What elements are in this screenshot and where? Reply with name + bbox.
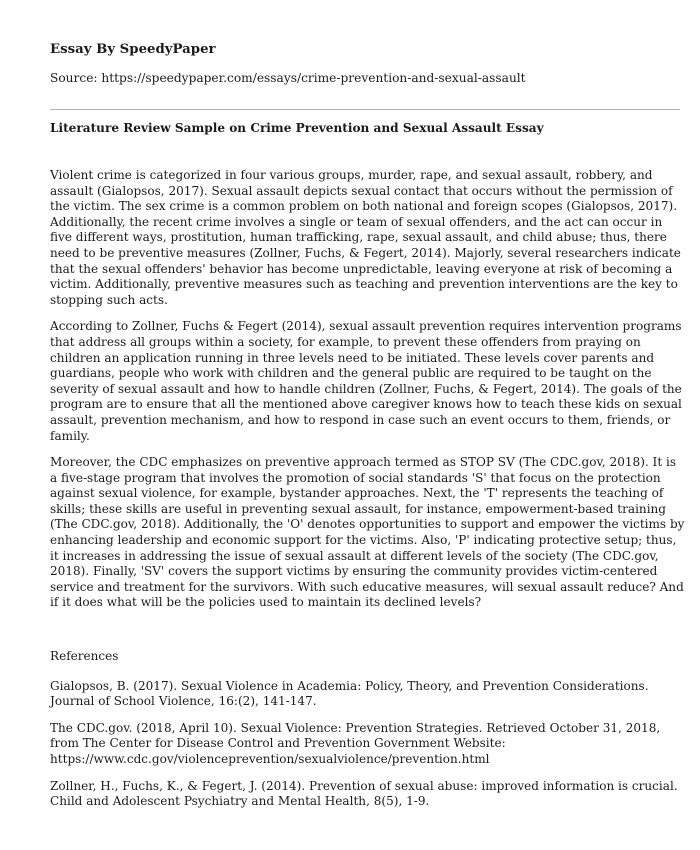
header-divider — [50, 109, 680, 110]
references-section — [50, 649, 686, 821]
essay-body — [50, 168, 686, 622]
body-paragraph: According to Zollner, Fuchs & Fegert (2014), sexual assault prevention requires intervention programs that address all groups within a society, for example, to prevent these offenders from praying on children an application running in three levels need to be initiated. These levels cover parents and guardians, people who work with children and the general public are required to be taught on the severity of sexual assault and how to handle children (Zollner, Fuchs, & Fegert, 2014). The goals of the program are to ensure that all the mentioned above caregiver knows how to teach these kids on sexual assault, prevention mechanism, and how to respond in case such an event occurs to them, friends, or family. — [50, 319, 682, 443]
reference-entry: Gialopsos, B. (2017). Sexual Violence in Academia: Policy, Theory, and Prevention Considerations. Journal of School Violence, 16:(2), 141-147. — [50, 678, 649, 709]
body-paragraph: Moreover, the CDC emphasizes on preventive approach termed as STOP SV (The CDC.gov, 2018). It is a five-stage program that involves the promotion of social standards 'S' that focus on the protection against sexual violence, for example, bystander approaches. Next, the 'T' represents the teaching of skills; these skills are useful in preventing sexual assault, for instance, empowerment-based training (The CDC.gov, 2018). Additionally, the 'O' denotes opportunities to support and empower the victims by enhancing leadership and economic support for the victims. Also, 'P' indicating protective setup; thus, it increases in addressing the issue of sexual assault at different levels of the society (The CDC.gov, 2018). Finally, 'SV' covers the support victims by ensuring the community provides victim-centered service and treatment for the survivors. With such educative measures, will sexual assault reduce? And if it does what will be the policies used to maintain its declined levels? — [50, 455, 685, 610]
source-line: Source: https://speedypaper.com/essays/crime-prevention-and-sexual-assault — [50, 71, 526, 85]
body-paragraph: Violent crime is categorized in four various groups, murder, rape, and sexual assault, robbery, and assault (Gialopsos, 2017). Sexual assault depicts sexual contact that occurs without the permission of the victim. The sex crime is a common problem on both national and foreign scopes (Gialopsos, 2017). Additionally, the recent crime involves a single or team of sexual offenders, and the act can occur in five different ways, prostitution, human trafficking, rape, sexual assault, and child abuse; thus, there need to be preventive measures (Zollner, Fuchs, & Fegert, 2014). Majorly, several researchers indicate that the sexual offenders' behavior has become unpredictable, leaving everyone at risk of becoming a victim. Additionally, preventive measures such as teaching and prevention interventions are the key to stopping such acts. — [50, 168, 681, 307]
essay-author-heading: Essay By SpeedyPaper — [50, 42, 216, 57]
document-title: Literature Review Sample on Crime Prevention and Sexual Assault Essay — [50, 121, 544, 135]
reference-entry: The CDC.gov. (2018, April 10). Sexual Violence: Prevention Strategies. Retrieved October 31, 2018, from The Center for Disease Control and Prevention Government Website: https://www.cdc.gov/violenceprevention/sexualviolence/prevention.html — [50, 720, 661, 766]
reference-entry: Zollner, H., Fuchs, K., & Fegert, J. (2014). Prevention of sexual abuse: improved information is crucial. Child and Adolescent Psychiatry and Mental Health, 8(5), 1-9. — [50, 778, 678, 809]
references-heading: References — [50, 649, 119, 663]
